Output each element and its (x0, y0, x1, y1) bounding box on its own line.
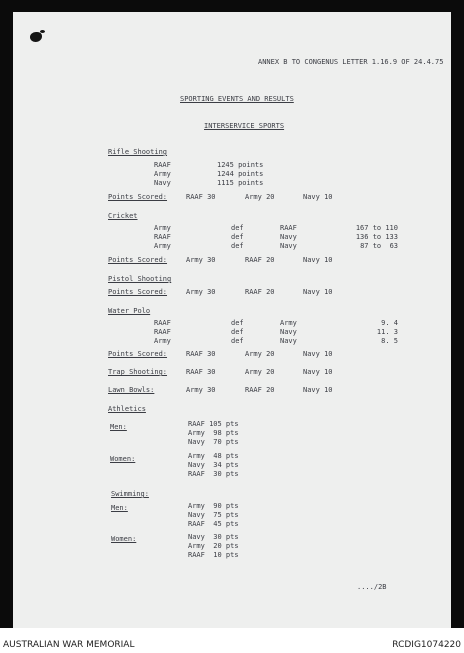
team-points: Navy 75 pts (188, 511, 239, 519)
swimming-heading: Swimming: (111, 490, 149, 498)
result-winner: Army (154, 242, 171, 250)
result-loser: RAAF (280, 224, 297, 232)
points-value: Navy 10 (303, 386, 333, 394)
rifle-team: RAAF (154, 161, 171, 169)
points-value: Army 20 (245, 193, 275, 201)
men-label: Men: (110, 423, 127, 431)
team-points: Army 48 pts (188, 452, 239, 460)
points-value: Army 30 (186, 256, 216, 264)
women-label: Women: (110, 455, 136, 463)
rifle-score: 1245 points (217, 161, 264, 169)
points-value: Army 30 (186, 386, 216, 394)
continuation-marker: ..../2B (357, 583, 387, 591)
result-score: 11. 3 (376, 328, 398, 336)
result-winner: Army (154, 224, 171, 232)
points-value: RAAF 30 (186, 350, 216, 358)
sub-title: INTERSERVICE SPORTS (204, 122, 285, 130)
result-winner: RAAF (154, 328, 171, 336)
points-label: Points Scored: (108, 193, 168, 201)
team-points: RAAF 105 pts (188, 420, 239, 428)
result-winner: Army (154, 337, 171, 345)
annex-reference: ANNEX B TO CONGENUS LETTER 1.16.9 OF 24.4.75 (258, 58, 444, 66)
rifle-heading: Rifle Shooting (108, 148, 168, 156)
result-winner: RAAF (154, 319, 171, 327)
footer-bar (0, 628, 464, 653)
result-def: def (231, 328, 244, 336)
team-points: Army 98 pts (188, 429, 239, 437)
punch-hole-mark-tail (40, 30, 45, 33)
pistol-heading: Pistol Shooting (108, 275, 172, 283)
team-points: Army 20 pts (188, 542, 239, 550)
athletics-heading: Athletics (108, 405, 146, 413)
footer-id: RCDIG1074220 (392, 640, 461, 650)
points-value: RAAF 30 (186, 368, 216, 376)
result-score: 136 to 133 (355, 233, 398, 241)
team-points: RAAF 45 pts (188, 520, 239, 528)
points-label: Points Scored: (108, 256, 168, 264)
points-label: Points Scored: (108, 288, 168, 296)
result-loser: Navy (280, 233, 297, 241)
trap-shooting-label: Trap Shooting: (108, 368, 168, 376)
rifle-team: Navy (154, 179, 171, 187)
points-value: Navy 10 (303, 256, 333, 264)
men-label: Men: (111, 504, 128, 512)
rifle-team: Army (154, 170, 171, 178)
points-value: Army 30 (186, 288, 216, 296)
result-loser: Navy (280, 328, 297, 336)
points-value: RAAF 20 (245, 288, 275, 296)
points-value: RAAF 20 (245, 256, 275, 264)
points-value: RAAF 20 (245, 386, 275, 394)
points-value: Army 20 (245, 368, 275, 376)
result-loser: Navy (280, 242, 297, 250)
points-value: RAAF 30 (186, 193, 216, 201)
points-value: Navy 10 (303, 350, 333, 358)
rifle-score: 1244 points (217, 170, 264, 178)
team-points: RAAF 10 pts (188, 551, 239, 559)
team-points: Navy 30 pts (188, 533, 239, 541)
cricket-heading: Cricket (108, 212, 138, 220)
result-winner: RAAF (154, 233, 171, 241)
main-title: SPORTING EVENTS AND RESULTS (180, 95, 294, 103)
footer-source: AUSTRALIAN WAR MEMORIAL (3, 640, 135, 650)
points-value: Navy 10 (303, 368, 333, 376)
points-value: Army 20 (245, 350, 275, 358)
points-value: Navy 10 (303, 288, 333, 296)
result-def: def (231, 319, 244, 327)
result-def: def (231, 337, 244, 345)
team-points: Navy 34 pts (188, 461, 239, 469)
result-loser: Navy (280, 337, 297, 345)
rifle-score: 1115 points (217, 179, 264, 187)
water-polo-heading: Water Polo (108, 307, 151, 315)
women-label: Women: (111, 535, 137, 543)
team-points: RAAF 30 pts (188, 470, 239, 478)
lawn-bowls-label: Lawn Bowls: (108, 386, 155, 394)
points-label: Points Scored: (108, 350, 168, 358)
result-score: 9. 4 (381, 319, 398, 327)
result-score: 167 to 110 (355, 224, 398, 232)
points-value: Navy 10 (303, 193, 333, 201)
result-loser: Army (280, 319, 297, 327)
result-def: def (231, 242, 244, 250)
result-def: def (231, 233, 244, 241)
team-points: Navy 70 pts (188, 438, 239, 446)
team-points: Army 90 pts (188, 502, 239, 510)
result-score: 87 to 63 (360, 242, 398, 250)
result-def: def (231, 224, 244, 232)
result-score: 8. 5 (381, 337, 398, 345)
